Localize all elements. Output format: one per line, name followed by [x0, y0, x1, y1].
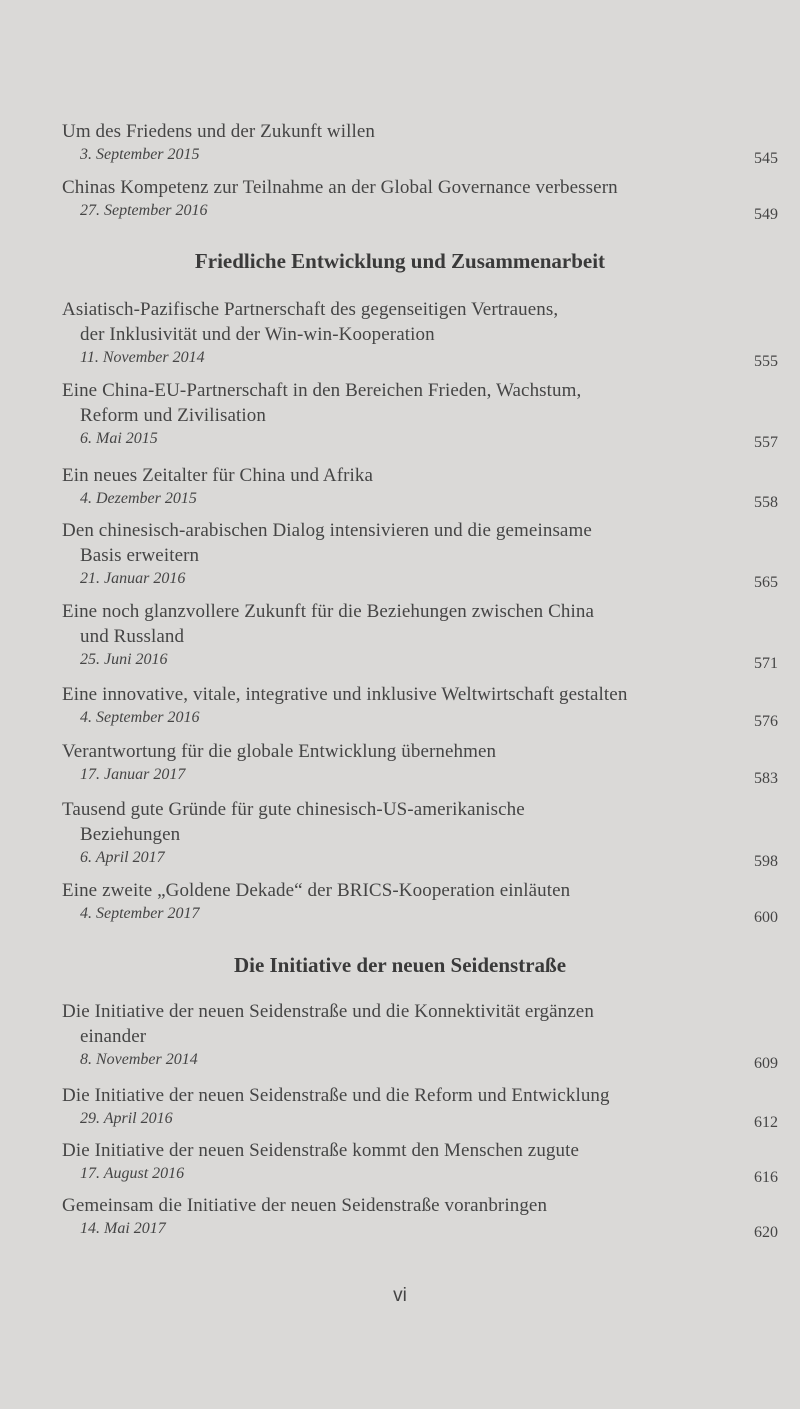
entry-title [62, 297, 782, 347]
entry-title: Verantwortung für die globale Entwicklung übernehmen [62, 741, 497, 762]
entry-title: Gemeinsam die Initiative der neuen Seidenstraße voranbringen [62, 1195, 548, 1216]
entry-date [62, 1163, 782, 1185]
entry-title-line-2: Reform und Zivilisation [80, 405, 266, 426]
section-heading: Friedliche Entwicklung und Zusammenarbeit [194, 249, 606, 273]
entry-title: Die Initiative der neuen Seidenstraße und die Reform und Entwicklung [62, 1085, 610, 1106]
toc-entry [62, 119, 782, 166]
entry-date-text: 17. August 2016 [80, 1165, 185, 1182]
entry-page-number: 598 [754, 853, 778, 870]
entry-date-text: 3. September 2015 [80, 146, 200, 163]
entry-date-text: 21. Januar 2016 [80, 570, 186, 587]
entry-title: Eine innovative, vitale, integrative und inklusive Weltwirtschaft gestalten [62, 684, 628, 705]
toc-entry [62, 739, 782, 786]
entry-title-line-1: Eine noch glanzvollere Zukunft für die Beziehungen zwischen China [62, 601, 594, 622]
toc-entry [62, 1083, 782, 1130]
entry-title-line-1: Tausend gute Gründe für gute chinesisch-US-amerikanische [62, 799, 525, 820]
entry-date [62, 347, 782, 369]
entry-date-text: 6. April 2017 [80, 849, 165, 866]
entry-date-text: 4. September 2016 [80, 709, 200, 726]
entry-title-line-2: und Russland [80, 626, 185, 647]
entry-page-number: 616 [754, 1169, 778, 1186]
entry-page-number: 571 [754, 655, 778, 672]
entry-title-line-2: der Inklusivität und der Win-win-Kooperation [80, 324, 435, 345]
entry-page-number: 558 [754, 494, 778, 511]
entry-date [62, 1218, 782, 1240]
entry-title-line-1: Die Initiative der neuen Seidenstraße und die Konnektivität ergänzen [62, 1001, 594, 1022]
entry-page-number: 583 [754, 770, 778, 787]
entry-date [62, 200, 782, 222]
page-folio: vi [393, 1285, 407, 1306]
entry-page-number: 545 [754, 150, 778, 167]
entry-date-text: 29. April 2016 [80, 1110, 173, 1127]
entry-date [62, 568, 782, 590]
entry-title: Ein neues Zeitalter für China und Afrika [62, 465, 374, 486]
toc-entry [62, 297, 782, 369]
entry-date-text: 17. Januar 2017 [80, 766, 186, 783]
entry-date-text: 27. September 2016 [80, 202, 208, 219]
toc-entry [62, 518, 782, 590]
entry-title: Chinas Kompetenz zur Teilnahme an der Global Governance verbessern [62, 177, 618, 198]
toc-entry [62, 463, 782, 510]
entry-title-line-2: Beziehungen [80, 824, 181, 845]
entry-title-line-1: Asiatisch-Pazifische Partnerschaft des gegenseitigen Vertrauens, [62, 299, 559, 320]
entry-date [62, 488, 782, 510]
toc-entry [62, 682, 782, 729]
entry-page-number: 576 [754, 713, 778, 730]
entry-title: Eine zweite „Goldene Dekade“ der BRICS-Kooperation einläuten [62, 880, 571, 901]
entry-date-text: 6. Mai 2015 [80, 430, 158, 447]
entry-date [62, 428, 782, 450]
entry-title [62, 599, 782, 649]
toc-entry [62, 999, 782, 1071]
toc-entry [62, 878, 782, 925]
toc-entry [62, 797, 782, 869]
entry-title [62, 378, 782, 428]
toc-entry [62, 1138, 782, 1185]
entry-page-number: 555 [754, 353, 778, 370]
entry-title: Die Initiative der neuen Seidenstraße kommt den Menschen zugute [62, 1140, 580, 1161]
entry-title: Um des Friedens und der Zukunft willen [62, 121, 376, 142]
entry-date [62, 1049, 782, 1071]
entry-page-number: 612 [754, 1114, 778, 1131]
entry-date-text: 14. Mai 2017 [80, 1220, 166, 1237]
entry-page-number: 620 [754, 1224, 778, 1241]
entry-page-number: 557 [754, 434, 778, 451]
entry-title-line-1: Den chinesisch-arabischen Dialog intensivieren und die gemeinsame [62, 520, 592, 541]
entry-page-number: 565 [754, 574, 778, 591]
toc-entry [62, 175, 782, 222]
entry-date [62, 649, 782, 671]
entry-date-text: 25. Juni 2016 [80, 651, 168, 668]
entry-title-line-1: Eine China-EU-Partnerschaft in den Bereichen Frieden, Wachstum, [62, 380, 582, 401]
entry-date-text: 4. Dezember 2015 [80, 490, 197, 507]
toc-entry [62, 378, 782, 450]
entry-title-line-2: einander [80, 1026, 147, 1047]
entry-page-number: 600 [754, 909, 778, 926]
entry-date [62, 847, 782, 869]
toc-entry [62, 1193, 782, 1240]
entry-title [62, 999, 782, 1049]
entry-date-text: 4. September 2017 [80, 905, 200, 922]
toc-entry [62, 599, 782, 671]
entry-page-number: 549 [754, 206, 778, 223]
entry-date [62, 144, 782, 166]
entry-date [62, 1108, 782, 1130]
section-heading: Die Initiative der neuen Seidenstraße [233, 953, 567, 977]
entry-title [62, 518, 782, 568]
entry-date [62, 764, 782, 786]
entry-date [62, 707, 782, 729]
entry-date [62, 903, 782, 925]
entry-date-text: 8. November 2014 [80, 1051, 198, 1068]
entry-title-line-2: Basis erweitern [80, 545, 200, 566]
entry-date-text: 11. November 2014 [80, 349, 205, 366]
entry-page-number: 609 [754, 1055, 778, 1072]
entry-title [62, 797, 782, 847]
